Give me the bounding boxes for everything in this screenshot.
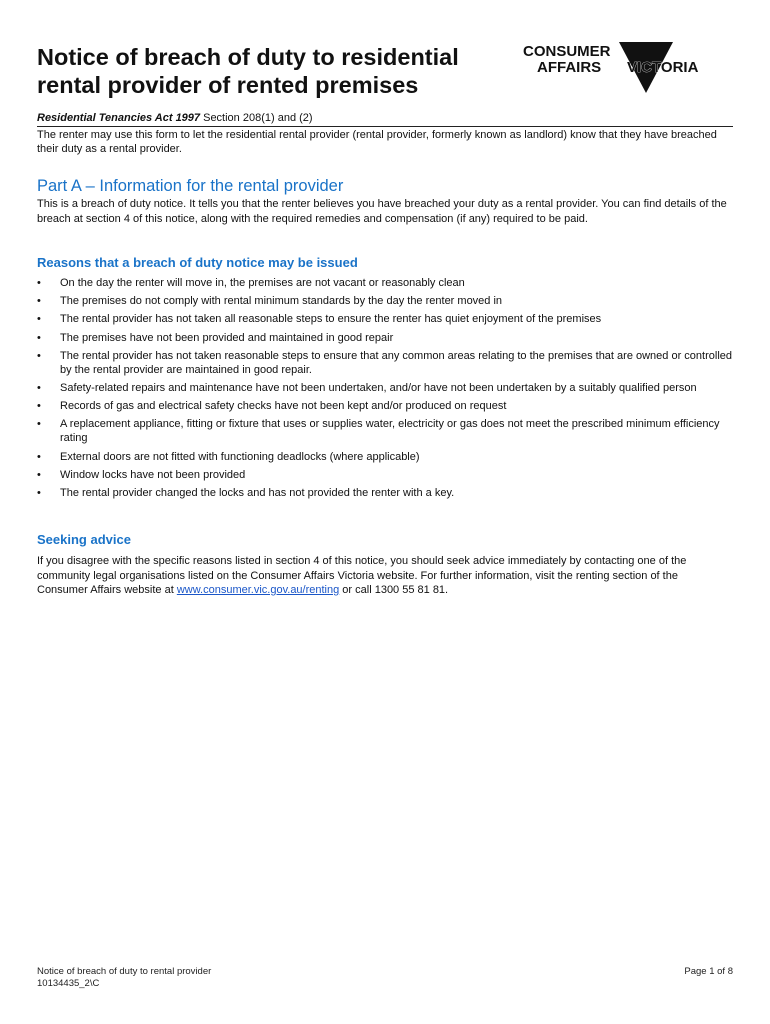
bullet-dot: • [37,331,41,344]
footer-document-info [37,966,211,990]
bullet-dot: • [37,468,41,481]
bullet-dot: • [37,450,41,463]
intro-text: The renter may use this form to let the residential rental provider (rental provider, formerly known as landlord) know that they have breached their duty as a rental provider. [37,129,717,155]
reasons-list [37,276,733,504]
bullet-dot: • [37,313,41,326]
document-header [37,40,733,110]
act-section: Section 208(1) and (2) [200,112,313,124]
bullet-dot: • [37,277,41,289]
list-item: • The rental provider has not taken all reasonable steps to ensure the renter has quiet enjoyment of the premises [37,313,602,326]
list-item: • Safety-related repairs and maintenance have not been undertaken, and/or have not been undertaken by a suitably qualified person [37,381,697,394]
footer-doc-code: 10134435_2\C [37,978,100,989]
bullet-dot: • [37,486,41,499]
victoria-triangle-icon [523,41,733,95]
list-item: • The rental provider has not taken reasonable steps to ensure that any common areas relating to the premises that are owned or controlled by the rental provider are maintained in good repair. [37,349,732,376]
footer-doc-name: Notice of breach of duty to rental provider [37,966,212,977]
reasons-heading: Reasons that a breach of duty notice may be issued [37,255,358,270]
act-name: Residential Tenancies Act 1997 [37,112,201,124]
part-a-heading: Part A – Information for the rental provider [37,177,344,195]
part-a-body: This is a breach of duty notice. It tells you that the renter believes you have breached your duty as a rental provider. You can find details of the breach at section 4 of this notice, along with the required remedies and compensation (if any) required to be paid. [37,198,727,225]
bullet-dot: • [37,295,41,308]
list-item: • The premises do not comply with rental minimum standards by the day the renter moved in [37,295,503,308]
page-title: Notice of breach of duty to residential rental provider of rented premises [37,44,459,98]
advice-body: If you disagree with the specific reasons listed in section 4 of this notice, you should seek advice immediately by contacting one of the community legal organisations listed on the Consumer Affairs Victoria website. For further information, visit the renting section of the Consumer Affairs website at www.consumer.vic.gov.au/renting or call 1300 55 81 81. [37,555,687,596]
list-item: • Records of gas and electrical safety checks have not been kept and/or produced on request [37,400,507,413]
logo-line-affairs: AFFAIRS [537,59,602,76]
list-item: • External doors are not fitted with functioning deadlocks (where applicable) [37,450,420,463]
renting-link[interactable]: www.consumer.vic.gov.au/renting [176,584,340,596]
list-item: • On the day the renter will move in, the premises are not vacant or reasonably clean [37,277,465,289]
bullet-dot: • [37,381,41,394]
bullet-dot: • [37,418,41,431]
list-item: • The rental provider changed the locks and has not provided the renter with a key. [37,486,455,499]
document-page [37,0,733,1024]
page-number: Page 1 of 8 [684,966,733,977]
act-reference [37,111,733,127]
logo-line-consumer: CONSUMER [523,43,611,60]
list-item: • Window locks have not been provided [37,468,246,481]
logo-line-victoria: VICTORIA [627,59,699,76]
list-item: • A replacement appliance, fitting or fixture that uses or supplies water, electricity or gas does not meet the prescribed minimum efficiency rating [37,418,720,445]
bullet-dot: • [37,349,41,362]
bullet-dot: • [37,400,41,413]
list-item: • The premises have not been provided and maintained in good repair [37,331,394,344]
advice-heading: Seeking advice [37,532,131,547]
consumer-affairs-victoria-logo [523,41,733,95]
